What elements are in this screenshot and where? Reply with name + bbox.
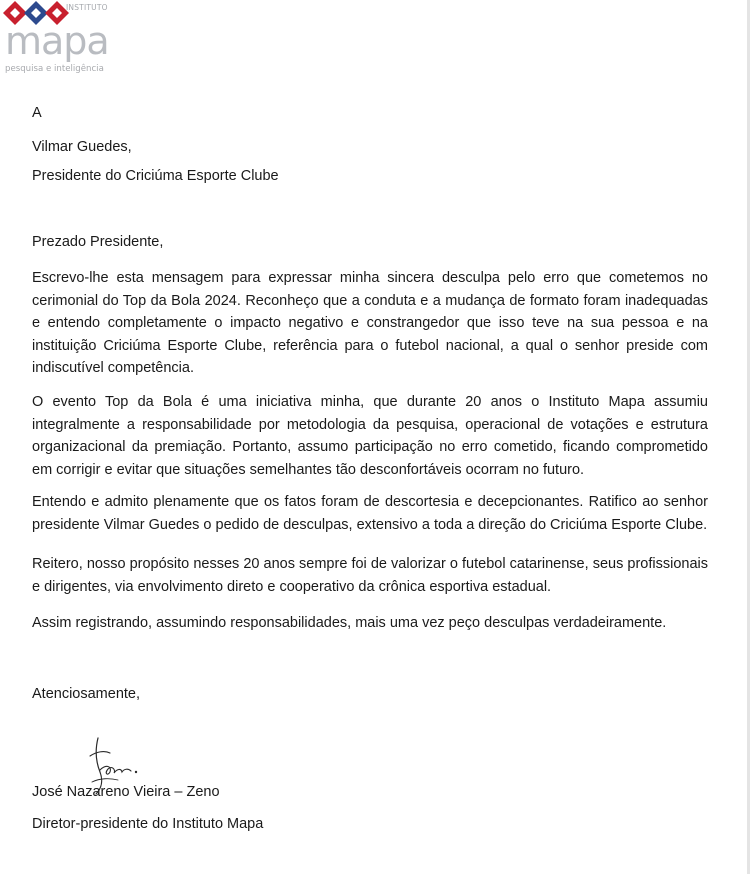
paragraph-2: O evento Top da Bola é uma iniciativa minha, que durante 20 anos o Instituto Mapa assumiu integralmente a responsabilidade por metodologia da pesquisa, operacional de votações e estrutura organizacional da premiação. Portanto, assumo participação no erro cometido, ficando comprometido em corrigir e evitar que situações semelhantes tão desconfortáveis ocorram no futuro. bbox=[32, 394, 708, 478]
recipient-prefix: A bbox=[32, 105, 42, 121]
salutation: Prezado Presidente, bbox=[32, 234, 164, 250]
logo-tagline: pesquisa e inteligência bbox=[5, 64, 104, 74]
paragraph-3: Entendo e admito plenamente que os fatos foram de descortesia e decepcionantes. Ratifico ao senhor presidente Vilmar Guedes o pedido de desculpas, extensivo a toda a direção do Criciúma Esporte Clube. bbox=[32, 494, 708, 533]
logo-word: mapa bbox=[5, 19, 109, 63]
closing: Atenciosamente, bbox=[32, 686, 141, 702]
signer-title: Diretor-presidente do Instituto Mapa bbox=[32, 816, 264, 832]
paragraph-1: Escrevo-lhe esta mensagem para expressar minha sincera desculpa pelo erro que cometemos no cerimonial do Top da Bola 2024. Reconheço que a conduta e a mudança de formato foram inadequadas e entendo completamente o impacto negativo e constrangedor que isso teve na sua pessoa e na instituição Criciúma Esporte Clube, referência para o futebol nacional, a qual o senhor preside com indiscutível competência. bbox=[32, 270, 708, 376]
handwritten-signature bbox=[84, 736, 144, 798]
paragraph-4: Reitero, nosso propósito nesses 20 anos sempre foi de valorizar o futebol catarinense, seus profissionais e dirigentes, via envolvimento direto e cooperativo da crônica esportiva estadual. bbox=[32, 556, 708, 595]
signer-name: José Nazareno Vieira – Zeno bbox=[32, 784, 220, 800]
logo-small-text: INSTITUTO bbox=[66, 3, 108, 12]
recipient-name: Vilmar Guedes, bbox=[32, 139, 132, 155]
instituto-mapa-logo bbox=[2, 0, 114, 80]
recipient-title: Presidente do Criciúma Esporte Clube bbox=[32, 168, 279, 184]
paragraph-5: Assim registrando, assumindo responsabilidades, mais uma vez peço desculpas verdadeiramente. bbox=[32, 615, 667, 631]
